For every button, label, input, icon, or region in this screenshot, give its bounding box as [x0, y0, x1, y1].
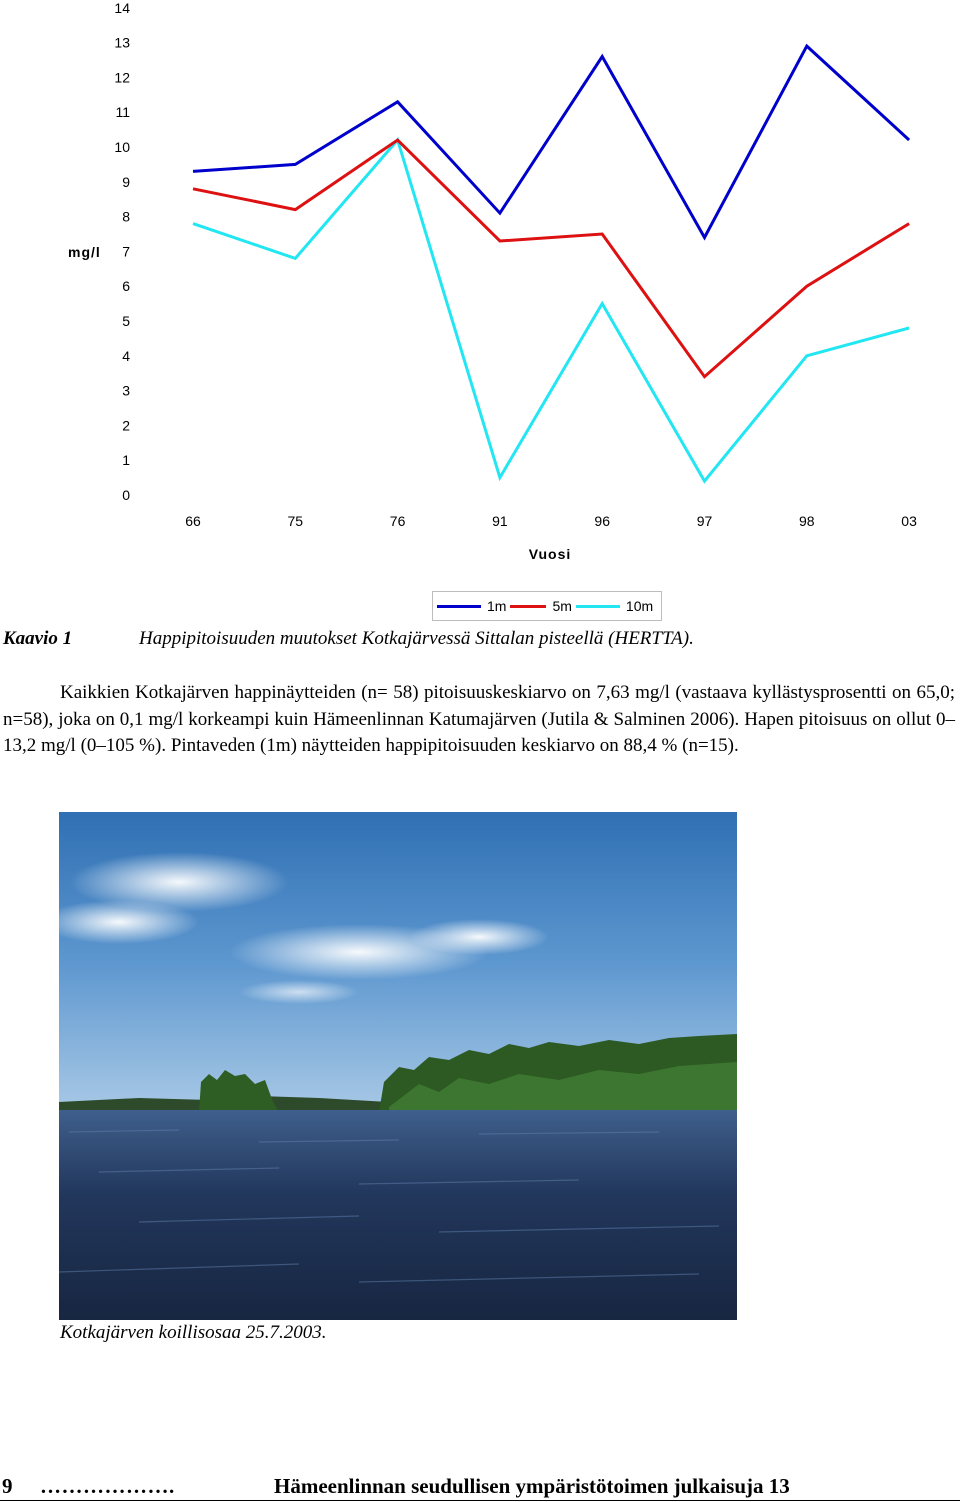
y-tick-label: 5 — [122, 313, 130, 329]
figure-caption-text: Happipitoisuuden muutokset Kotkajärvessä Sittalan pisteellä (HERTTA). — [139, 628, 694, 649]
x-tick-label: 97 — [696, 513, 713, 529]
x-axis-ticks — [185, 513, 917, 529]
chart-series — [193, 46, 909, 481]
y-tick-label: 2 — [122, 417, 130, 434]
x-axis-title: Vuosi — [528, 546, 572, 562]
photo-caption: Kotkajärven koillisosaa 25.7.2003. — [60, 1322, 327, 1343]
y-tick-label: 14 — [114, 0, 130, 16]
x-tick-label: 91 — [492, 513, 508, 529]
lake-photo-image — [59, 812, 737, 1320]
figure-caption-label: Kaavio 1 — [3, 628, 73, 649]
page-number: 9 — [2, 1474, 13, 1498]
y-tick-label: 13 — [114, 34, 130, 51]
body-paragraph-text: Kaikkien Kotkajärven happinäytteiden (n= 58) pitoisuuskeskiarvo on 7,63 mg/l (vastaava kyllästysprosentti on 65,0; n=58), joka on 0,1 mg/l korkeampi kuin Hämeenlinnan Katumajärven (Jutila & Salminen 2006). Hapen pitoisuus on ollut 0–13,2 mg/l (0–105 %). Pintaveden (1m) näytteiden happipitoisuuden keskiarvo on 88,4 % (n=15). — [3, 682, 955, 756]
y-tick-label: 9 — [122, 173, 130, 190]
legend-swatch-1m — [437, 605, 481, 608]
body-paragraph — [3, 680, 955, 760]
lake-photo — [59, 812, 737, 1320]
legend-item-10m — [576, 598, 653, 614]
oxygen-line-chart — [0, 0, 960, 580]
legend-swatch-10m — [576, 605, 620, 608]
legend-label-1m: 1m — [487, 598, 507, 614]
x-tick-label: 75 — [287, 513, 304, 529]
y-tick-label: 0 — [122, 487, 130, 503]
figure-caption — [3, 628, 694, 650]
chart-legend — [432, 591, 662, 621]
x-tick-label: 03 — [901, 513, 917, 529]
y-tick-label: 1 — [122, 452, 130, 469]
legend-item-1m — [437, 598, 506, 614]
footer-rule — [0, 1500, 960, 1501]
y-tick-label: 12 — [114, 69, 130, 86]
publication-title: Hämeenlinnan seudullisen ympäristötoimen julkaisuja 13 — [274, 1474, 790, 1498]
series-line-10m — [193, 140, 909, 481]
y-tick-label: 8 — [122, 208, 130, 225]
y-axis-title: mg/l — [68, 244, 101, 260]
x-tick-label: 76 — [389, 513, 406, 529]
y-tick-label: 3 — [122, 382, 130, 399]
x-tick-label: 66 — [185, 513, 201, 529]
footer-dots: ………………. — [40, 1474, 175, 1498]
y-tick-label: 11 — [115, 104, 130, 121]
series-line-5m — [193, 140, 909, 377]
legend-swatch-5m — [510, 605, 546, 608]
series-line-1m — [193, 46, 909, 237]
legend-label-10m: 10m — [625, 598, 654, 614]
x-tick-label: 98 — [799, 513, 815, 529]
y-axis-ticks — [114, 0, 130, 503]
y-tick-label: 6 — [122, 278, 130, 295]
legend-item-5m — [510, 598, 571, 614]
y-tick-label: 10 — [114, 139, 130, 155]
y-tick-label: 4 — [122, 347, 130, 364]
legend-label-5m: 5m — [552, 598, 572, 614]
x-tick-label: 96 — [594, 513, 610, 529]
y-tick-label: 7 — [122, 243, 130, 260]
